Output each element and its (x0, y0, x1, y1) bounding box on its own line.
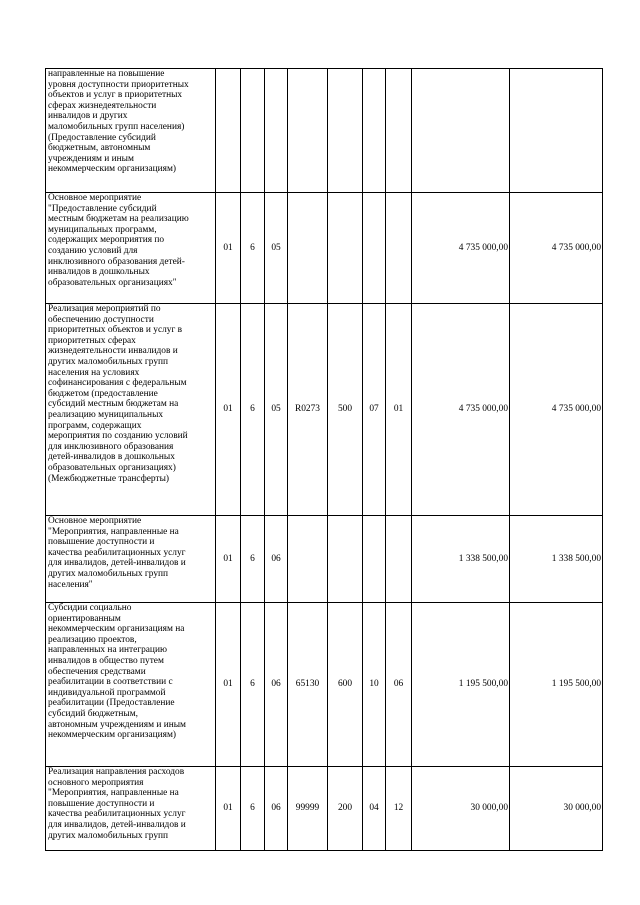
row-description (46, 767, 216, 851)
code-cell-c5 (328, 516, 363, 603)
code-cell-c7 (386, 69, 412, 193)
table-row (46, 69, 603, 193)
description-line: уровня доступности приоритетных (48, 79, 189, 90)
code-cell-c4: R0273 (288, 304, 328, 516)
code-cell-c6 (363, 193, 386, 304)
code-cell-c4: 65130 (288, 603, 328, 767)
code-cell-c3 (265, 69, 288, 193)
code-cell-c6: 04 (363, 767, 386, 851)
description-line: населения" (48, 579, 93, 590)
code-cell-c3: 05 (265, 304, 288, 516)
description-line: "Мероприятия, направленные на (48, 526, 179, 537)
description-line: Реализация мероприятий по (48, 304, 161, 314)
code-cell-c1: 01 (216, 603, 241, 767)
code-cell-c5 (328, 69, 363, 193)
amount2-cell: 4 735 000,00 (510, 304, 603, 516)
table-row (46, 603, 603, 767)
code-cell-c3: 06 (265, 767, 288, 851)
description-line: реализацию муниципальных (48, 409, 164, 420)
table-row (46, 516, 603, 603)
code-cell-c4 (288, 193, 328, 304)
description-line: (Предоставление субсидий (48, 132, 156, 143)
description-line: основного мероприятия (48, 777, 144, 788)
description-line: Основное мероприятие (48, 193, 142, 203)
description-line: Субсидии социально (48, 603, 132, 613)
code-cell-c3: 05 (265, 193, 288, 304)
amount1-cell: 4 735 000,00 (412, 193, 510, 304)
description-line: бюджетным, автономным (48, 143, 151, 154)
row-description (46, 304, 216, 516)
amount2-cell: 30 000,00 (510, 767, 603, 851)
code-cell-c6: 07 (363, 304, 386, 516)
description-line: Основное мероприятие (48, 516, 142, 526)
description-line: инвалидов и других (48, 111, 128, 122)
code-cell-c2: 6 (241, 603, 265, 767)
row-description (46, 516, 216, 603)
amount1-cell: 30 000,00 (412, 767, 510, 851)
description-line: направленные на повышение (48, 69, 165, 79)
code-cell-c4 (288, 516, 328, 603)
description-line: индивидуальной программой (48, 687, 166, 698)
amount2-cell: 1 195 500,00 (510, 603, 603, 767)
description-line: направленных на интеграцию (48, 645, 167, 656)
description-line: других маломобильных групп (48, 568, 169, 579)
description-line: населения на условиях (48, 367, 140, 378)
description-line: обеспечению доступности (48, 314, 154, 325)
description-line: некоммерческим организациям на (48, 624, 185, 635)
code-cell-c1: 01 (216, 193, 241, 304)
code-cell-c1: 01 (216, 516, 241, 603)
code-cell-c7: 06 (386, 603, 412, 767)
description-line: приоритетных объектов и услуг в (48, 325, 183, 336)
code-cell-c5: 200 (328, 767, 363, 851)
description-line: жизнедеятельности инвалидов и (48, 346, 178, 357)
description-line: некоммерческим организациям) (48, 730, 177, 741)
amount2-cell: 1 338 500,00 (510, 516, 603, 603)
code-cell-c2: 6 (241, 516, 265, 603)
description-line: сферах жизнедеятельности (48, 100, 157, 111)
description-line: "Предоставление субсидий (48, 203, 157, 214)
description-line: ориентированным (48, 613, 121, 624)
description-line: детей-инвалидов в дошкольных (48, 452, 175, 463)
description-line: реабилитации в соответствии с (48, 677, 173, 688)
amount2-cell (510, 69, 603, 193)
code-cell-c6 (363, 516, 386, 603)
description-line: "Мероприятия, направленные на (48, 788, 179, 799)
description-line: инвалидов в общество путем (48, 655, 164, 666)
code-cell-c2: 6 (241, 304, 265, 516)
description-line: местным бюджетам на реализацию (48, 214, 189, 225)
code-cell-c1: 01 (216, 767, 241, 851)
description-line: Реализация направления расходов (48, 767, 185, 777)
code-cell-c5: 500 (328, 304, 363, 516)
code-cell-c4 (288, 69, 328, 193)
amount1-cell: 4 735 000,00 (412, 304, 510, 516)
description-line: инвалидов в дошкольных (48, 267, 150, 278)
amount1-cell (412, 69, 510, 193)
budget-table (45, 68, 603, 851)
description-line: (Межбюджетные трансферты) (48, 473, 170, 484)
code-cell-c3: 06 (265, 516, 288, 603)
description-line: некоммерческим организациям) (48, 164, 177, 175)
code-cell-c5: 600 (328, 603, 363, 767)
description-line: содержащих мероприятия по (48, 235, 165, 246)
amount1-cell: 1 195 500,00 (412, 603, 510, 767)
description-line: для инклюзивного образования (48, 441, 174, 452)
code-cell-c7: 01 (386, 304, 412, 516)
description-line: программ, содержащих (48, 420, 142, 431)
description-line: софинансирования с федеральным (48, 378, 187, 389)
description-line: для инвалидов, детей-инвалидов и (48, 558, 186, 569)
amount1-cell: 1 338 500,00 (412, 516, 510, 603)
description-line: приоритетных сферах (48, 335, 136, 346)
description-line: качества реабилитационных услуг (48, 547, 186, 558)
code-cell-c4: 99999 (288, 767, 328, 851)
description-line: объектов и услуг в приоритетных (48, 90, 183, 101)
description-line: других маломобильных групп (48, 830, 169, 841)
description-line: реабилитации (Предоставление (48, 698, 175, 709)
description-line: образовательных организациях" (48, 277, 177, 288)
description-line: мероприятия по созданию условий (48, 431, 188, 442)
row-description (46, 193, 216, 304)
code-cell-c5 (328, 193, 363, 304)
description-line: учреждениям и иным (48, 153, 134, 164)
description-line: образовательных организациях) (48, 462, 176, 473)
description-line: маломобильных групп населения) (48, 121, 185, 132)
description-line: повышение доступности и (48, 537, 155, 548)
description-line: для инвалидов, детей-инвалидов и (48, 819, 186, 830)
description-line: созданию условий для (48, 245, 138, 256)
description-line: качества реабилитационных услуг (48, 809, 186, 820)
description-line: субсидий местным бюджетам на (48, 399, 179, 410)
code-cell-c7: 12 (386, 767, 412, 851)
code-cell-c2: 6 (241, 193, 265, 304)
row-description (46, 603, 216, 767)
description-line: субсидий бюджетным, (48, 708, 138, 719)
code-cell-c1: 01 (216, 304, 241, 516)
description-line: бюджетом (предоставление (48, 388, 158, 399)
description-line: обеспечения средствами (48, 666, 146, 677)
table-row (46, 193, 603, 304)
code-cell-c6: 10 (363, 603, 386, 767)
description-line: автономным учреждениям и иным (48, 719, 186, 730)
table-row (46, 304, 603, 516)
amount2-cell: 4 735 000,00 (510, 193, 603, 304)
description-line: других маломобильных групп (48, 356, 169, 367)
code-cell-c2 (241, 69, 265, 193)
code-cell-c7 (386, 193, 412, 304)
table-body (46, 69, 603, 851)
description-line: инклюзивного образования детей- (48, 256, 185, 267)
description-line: реализацию проектов, (48, 634, 137, 645)
description-line: повышение доступности и (48, 798, 155, 809)
code-cell-c7 (386, 516, 412, 603)
code-cell-c2: 6 (241, 767, 265, 851)
code-cell-c3: 06 (265, 603, 288, 767)
table-row (46, 767, 603, 851)
description-line: муниципальных программ, (48, 224, 157, 235)
row-description (46, 69, 216, 193)
code-cell-c6 (363, 69, 386, 193)
code-cell-c1 (216, 69, 241, 193)
